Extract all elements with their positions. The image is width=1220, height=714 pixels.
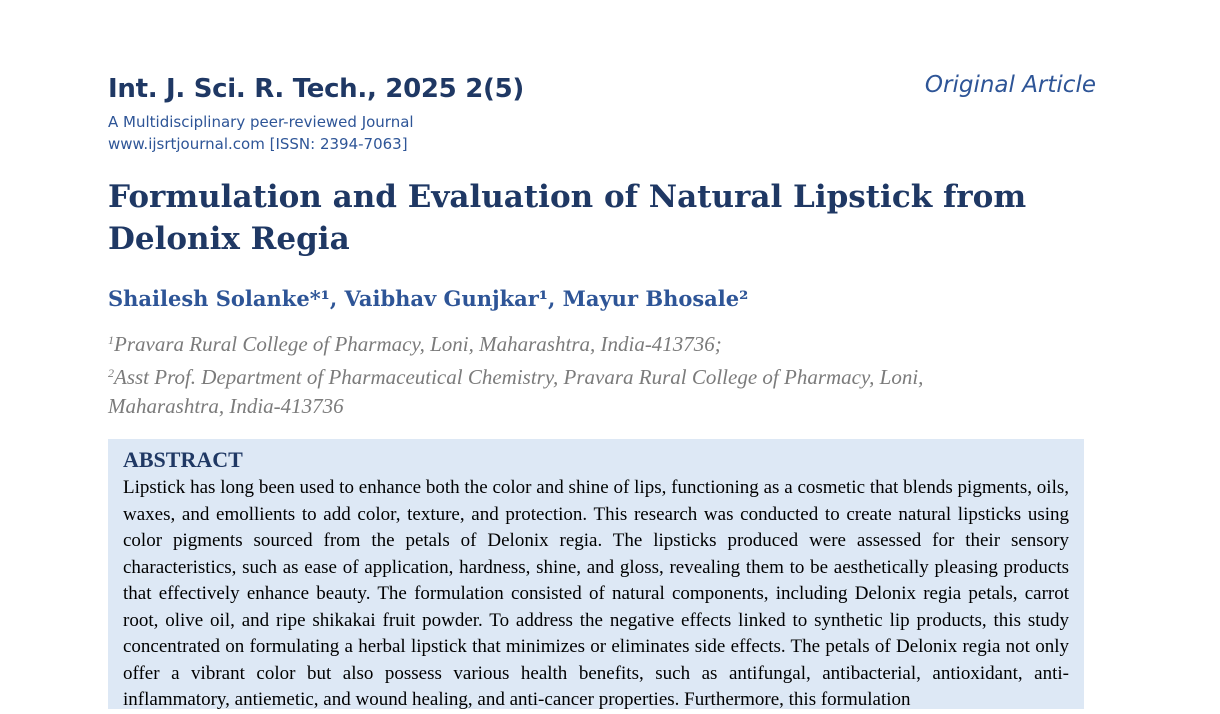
abstract-heading: ABSTRACT <box>123 447 243 472</box>
affiliation-2 <box>108 359 1008 421</box>
abstract-body: Lipstick has long been used to enhance both the color and shine of lips, functioning as a cosmetic that blends pigments, oils, waxes, and emollients to add color, texture, and protection. This research was conducted to create natural lipsticks using color pigments sourced from the petals of Delonix regia. The lipsticks produced were assessed for their sensory characteristics, such as ease of application, hardness, shine, and gloss, revealing them to be aesthetically pleasing products that effectively enhance beauty. The formulation consisted of natural components, including Delonix regia petals, carrot root, olive oil, and ripe shikakai fruit powder. To address the negative effects linked to synthetic lip products, this study concentrated on formulating a herbal lipstick that minimizes or eliminates side effects. The petals of Delonix regia not only offer a vibrant color but also possess various health benefits, such as antifungal, antibacterial, antioxidant, anti-inflammatory, antiemetic, and wound healing, and anti-cancer properties. Furthermore, this formulation <box>123 477 1069 710</box>
author-list: Shailesh Solanke*¹, Vaibhav Gunjkar¹, Mayur Bhosale² <box>108 286 749 311</box>
affiliation-text: Asst Prof. Department of Pharmaceutical Chemistry, Pravara Rural College of Pharmacy, Loni, Maharashtra, India-413736 <box>108 365 924 418</box>
affiliations <box>108 326 1008 421</box>
article-type-label: Original Article <box>924 72 1096 98</box>
journal-website-issn: www.ijsrtjournal.com [ISSN: 2394-7063] <box>108 135 408 153</box>
journal-subtitle: A Multidisciplinary peer-reviewed Journal <box>108 113 414 131</box>
affiliation-marker: 2 <box>108 366 114 380</box>
journal-title: Int. J. Sci. R. Tech., 2025 2(5) <box>108 74 524 104</box>
affiliation-1 <box>108 326 1008 359</box>
abstract-box <box>108 439 1084 709</box>
affiliation-marker: 1 <box>108 333 114 347</box>
affiliation-text: Pravara Rural College of Pharmacy, Loni, Maharashtra, India-413736; <box>114 332 722 356</box>
paper-title: Formulation and Evaluation of Natural Lipstick from Delonix Regia <box>108 179 1027 257</box>
